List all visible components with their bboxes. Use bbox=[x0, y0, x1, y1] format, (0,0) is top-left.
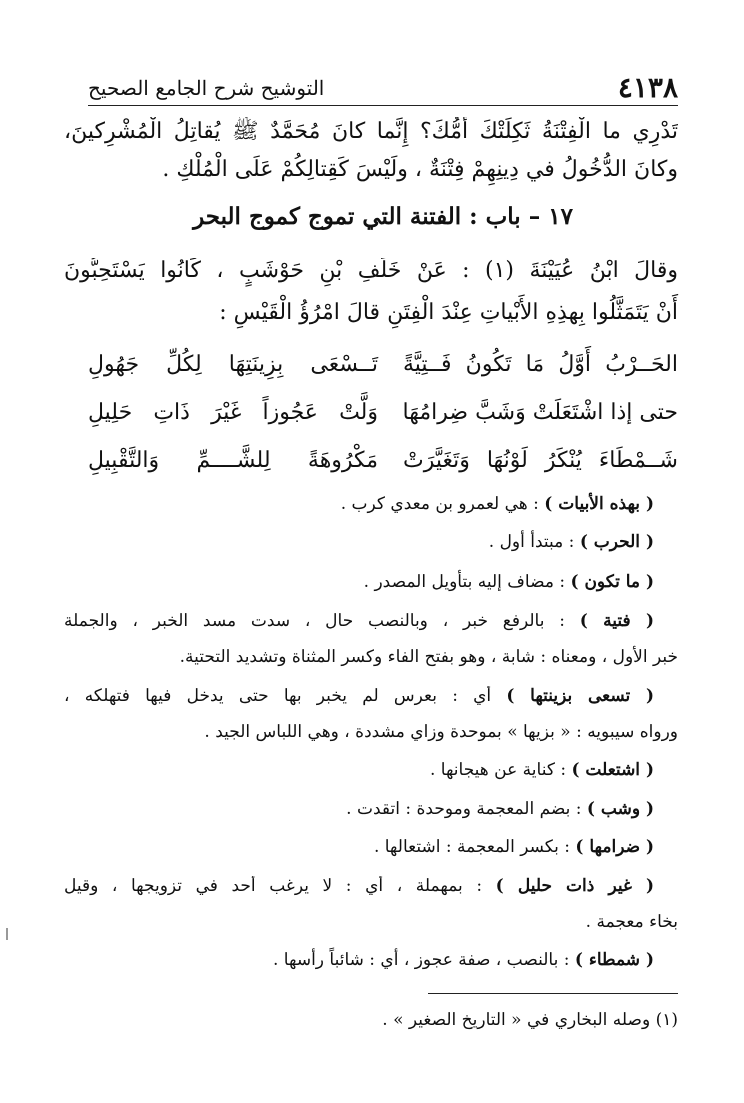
intro-line-1: وقالَ ابْنُ عُيَيْنَةَ (١) : عَنْ خَلَفِ بْنِ حَوْشَبٍ ، كَانُوا يَسْتَحِبُّونَ bbox=[64, 258, 678, 283]
commentary-term: ( فتية ) bbox=[579, 611, 654, 631]
commentary-text: : بضم المعجمة وموحدة : اتقدت . bbox=[346, 799, 587, 819]
continuation-line-1: تَدْرِي ما الْفِتْنَةُ ثَكِلَتْكَ أُمُّكَ؟ إِنَّما كانَ مُحَمَّدٌ ﷺ يُقاتِلُ الْمُشْرِكينَ، bbox=[64, 119, 678, 144]
commentary-entry bbox=[489, 532, 654, 552]
commentary-term: ( تسعى بزينتها ) bbox=[506, 686, 654, 706]
commentary-term: ( بهذه الأبيات ) bbox=[544, 494, 654, 514]
commentary-term: ( الحرب ) bbox=[579, 532, 654, 552]
verse-row bbox=[88, 400, 678, 440]
footnote: (١) وصله البخاري في « التاريخ الصغير » . bbox=[382, 1010, 678, 1030]
commentary-continuation: ورواه سيبويه : « بزيها » بموحدة وزاي مشددة ، وهي اللباس الجيد . bbox=[204, 722, 678, 742]
verse-row bbox=[88, 448, 678, 488]
page-number: ٤١٣٨ bbox=[617, 71, 678, 104]
commentary-text: : بالرفع خبر ، وبالنصب حال ، سدت مسد الخبر ، والجملة bbox=[64, 611, 580, 631]
commentary-text: : مبتدأ أول . bbox=[488, 532, 580, 552]
commentary-text: : بالنصب ، صفة عجوز ، أي : شائباً رأسها . bbox=[273, 950, 575, 970]
commentary-text: : مضاف إليه بتأويل المصدر . bbox=[363, 572, 571, 592]
commentary-entry bbox=[273, 950, 654, 970]
commentary-continuation: بخاء معجمة . bbox=[585, 912, 678, 932]
running-title: التوشيح شرح الجامع الصحيح bbox=[88, 76, 325, 100]
commentary-text: : هي لعمرو بن معدي كرب . bbox=[340, 494, 545, 514]
continuation-line-2: وكانَ الدُّخُولُ في دِينِهِمْ فِتْنَةٌ ، ولَيْسَ كَقِتالِكُمْ عَلَى الْمُلْكِ . bbox=[162, 157, 678, 182]
commentary-term: ( وشب ) bbox=[586, 799, 654, 819]
verse-first-hemistich: شَــمْطَاءَ يُنْكَرُ لَوْنُهَا وَتَغَيَّرَتْ bbox=[403, 448, 678, 473]
page-header bbox=[88, 62, 678, 102]
margin-mark bbox=[6, 928, 8, 940]
commentary-term: ( ما تكون ) bbox=[570, 572, 654, 592]
commentary-text: : بمهملة ، أي : لا يرغب أحد في تزويجها ، وقيل bbox=[64, 876, 496, 896]
commentary-text: أي : بعرس لم يخبر بها حتى يدخل فيها فتهلكه ، bbox=[64, 686, 507, 706]
commentary-entry bbox=[64, 611, 654, 639]
verse-second-hemistich: تَــسْعَى بِزِينَتِهَا لِكُلِّ جَهُولِ bbox=[88, 352, 378, 377]
commentary-entry bbox=[341, 494, 654, 514]
commentary-entry bbox=[430, 760, 654, 780]
commentary-term: ( ضرامها ) bbox=[575, 837, 654, 857]
footnote-rule bbox=[428, 993, 678, 994]
commentary-continuation: خبر الأول ، ومعناه : شابة ، وهو بفتح الفاء وكسر المثناة وتشديد التحتية. bbox=[179, 647, 678, 667]
commentary-term: ( اشتعلت ) bbox=[571, 760, 654, 780]
chapter-heading: ١٧ – باب : الفتنة التي تموج كموج البحر bbox=[193, 203, 573, 230]
verse-row bbox=[88, 352, 678, 392]
commentary-entry bbox=[374, 837, 654, 857]
header-rule bbox=[88, 105, 678, 106]
commentary-entry bbox=[64, 686, 654, 714]
verse-first-hemistich: حتى إذا اشْتَعَلَتْ وَشَبَّ ضِرامُهَا bbox=[402, 400, 678, 425]
commentary-entry bbox=[346, 799, 654, 819]
verse-second-hemistich: وَلَّتْ عَجُوزاً غَيْرَ ذَاتِ حَلِيلِ bbox=[88, 400, 378, 425]
intro-line-2: أَنْ يَتَمَثَّلُوا بِهذِهِ الأَبْياتِ عِنْدَ الْفِتَنِ قالَ امْرُؤُ الْقَيْسِ : bbox=[219, 300, 678, 325]
commentary-term: ( غير ذات حليل ) bbox=[495, 876, 654, 896]
commentary-entry bbox=[64, 876, 654, 904]
verse-second-hemistich: مَكْرُوهَةً لِلشَّــــمِّ وَالتَّقْبِيلِ bbox=[88, 448, 378, 473]
commentary-text: : بكسر المعجمة : اشتعالها . bbox=[373, 837, 576, 857]
commentary-text: : كناية عن هيجانها . bbox=[429, 760, 572, 780]
commentary-entry bbox=[364, 572, 654, 592]
commentary-term: ( شمطاء ) bbox=[574, 950, 654, 970]
verse-first-hemistich: الحَــرْبُ أَوَّلُ مَا تَكُونُ فَــتِيَّةً bbox=[403, 352, 678, 377]
